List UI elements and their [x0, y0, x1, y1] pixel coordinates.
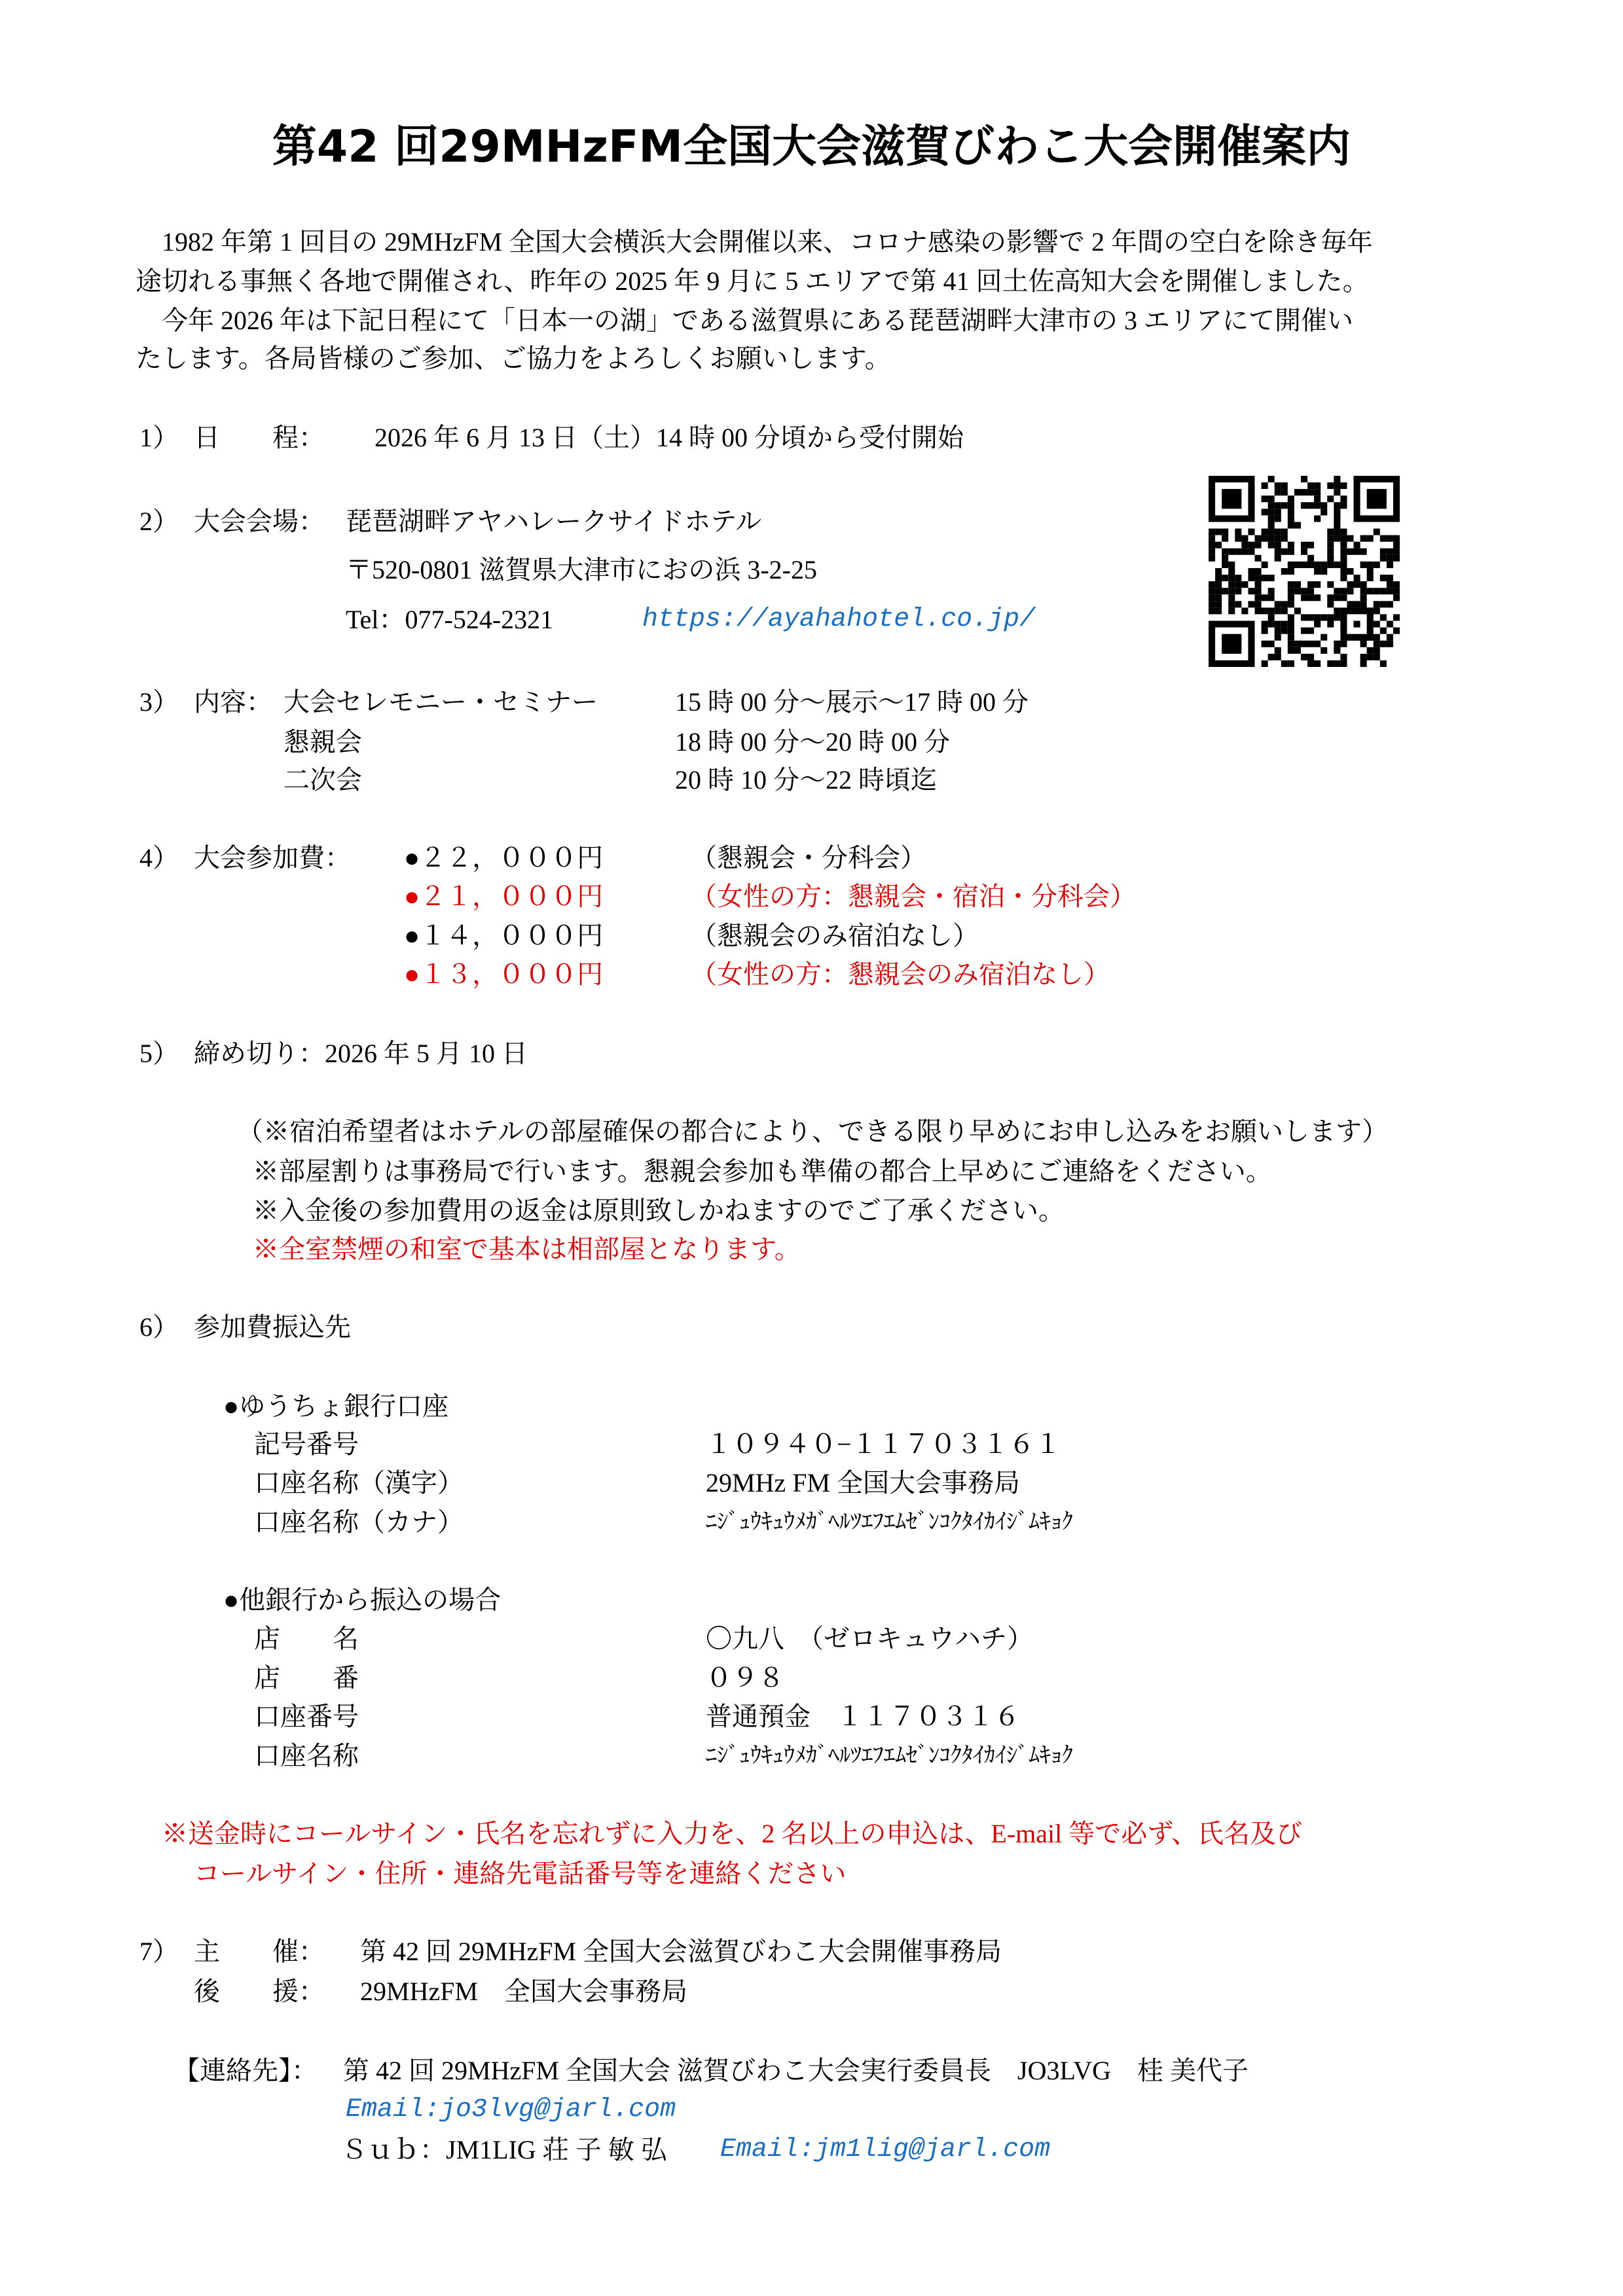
bank-key: 口座名称 [254, 1741, 359, 1770]
venue-label: 大会会場： [194, 507, 325, 536]
fee-price: ●２１，０００円 [404, 882, 604, 911]
fee-label: 大会参加費： [194, 843, 351, 872]
bank-key: 口座名称（漢字） [254, 1468, 464, 1498]
section-number: 1） [139, 423, 179, 452]
bank-value: 〇九八 （ゼロキュウハチ） [706, 1624, 1033, 1653]
section-number: 4） [139, 843, 179, 872]
contact-sub: Ｓｕｂ：JM1LIG 荘 子 敏 弘 [341, 2135, 667, 2164]
bank-value: 普通預金 １１７０３１６ [706, 1702, 1020, 1731]
host-value: 第 42 回 29MHzFM 全国大会滋賀びわこ大会開催事務局 [360, 1937, 1002, 1966]
host-label: 主 催： [194, 1937, 325, 1966]
schedule-value: 2026 年 6 月 13 日（土）14 時 00 分頃から受付開始 [374, 423, 964, 452]
bank-key: 口座名称（カナ） [254, 1507, 464, 1537]
bank-value: ﾆｼﾞｭｳｷｭｳﾒｶﾞﾍﾙﾂｴﾌｴﾑｾﾞﾝｺｸﾀｲｶｲｼﾞﾑｷｮｸ [706, 1510, 1073, 1534]
program-item: 懇親会 [283, 727, 362, 757]
section-number: 5） [139, 1039, 179, 1068]
fee-desc: （懇親会・分科会） [691, 843, 926, 872]
note: ※入金後の参加費用の返金は原則致しかねますのでご了承ください。 [253, 1196, 1065, 1225]
bank-value: ﾆｼﾞｭｳｷｭｳﾒｶﾞﾍﾙﾂｴﾌｴﾑｾﾞﾝｺｸﾀｲｶｲｼﾞﾑｷｮｸ [706, 1744, 1073, 1768]
fee-desc: （女性の方：懇親会・宿泊・分科会） [691, 882, 1136, 911]
support-label: 後 援： [194, 1977, 325, 2006]
contact-email-link[interactable]: Email:jo3lvg@jarl.com [346, 2095, 676, 2125]
warning-line: コールサイン・住所・連絡先電話番号等を連絡ください [194, 1859, 847, 1888]
content-label: 内容： [194, 687, 272, 717]
section-number: 6） [139, 1312, 179, 1342]
intro-line: 1982 年第 1 回目の 29MHzFM 全国大会横浜大会開催以来、コロナ感染の影響で 2 年間の空白を除き毎年 [162, 227, 1374, 257]
venue-tel: Tel：077-524-2321 [346, 605, 554, 634]
contact-sub-email-link[interactable]: Email:jm1lig@jarl.com [720, 2135, 1051, 2164]
section-number: 2） [139, 507, 179, 536]
note: ※部屋割りは事務局で行います。懇親会参加も準備の都合上早めにご連絡をください。 [253, 1157, 1272, 1186]
program-item: 二次会 [283, 765, 362, 795]
fee-desc: （女性の方：懇親会のみ宿泊なし） [691, 960, 1110, 989]
bank-key: 店 名 [254, 1624, 359, 1653]
section-number: 3） [139, 687, 179, 717]
yucho-heading: ●ゆうちょ銀行口座 [223, 1391, 449, 1421]
payment-label: 参加費振込先 [194, 1312, 351, 1342]
venue-name: 琵琶湖畔アヤハレークサイドホテル [346, 507, 762, 536]
bank-key: 記号番号 [254, 1429, 359, 1459]
note: （※宿泊希望者はホテルの部屋確保の都合により、できる限り早めにお申し込みをお願いします） [237, 1117, 1388, 1146]
program-time: 18 時 00 分〜20 時 00 分 [675, 727, 950, 757]
intro-line: 途切れる事無く各地で開催され、昨年の 2025 年 9 月に 5 エリアで第 41 回土佐高知大会を開催しました。 [136, 266, 1369, 296]
venue-address: 〒520-0801 滋賀県大津市におの浜 3-2-25 [346, 555, 817, 584]
fee-desc: （懇親会のみ宿泊なし） [691, 921, 979, 950]
page-title: 第42 回29MHzFM全国大会滋賀びわこ大会開催案内 [272, 121, 1351, 173]
bank-value: ０９８ [706, 1663, 784, 1693]
program-item: 大会セレモニー・セミナー [283, 687, 598, 717]
bank-key: 店 番 [254, 1663, 359, 1693]
contact-label: 【連絡先】： [173, 2056, 318, 2085]
contact-main: 第 42 回 29MHzFM 全国大会 滋賀びわこ大会実行委員長 JO3LVG 桂 美代子 [343, 2056, 1249, 2085]
program-time: 20 時 10 分〜22 時頃迄 [675, 765, 937, 795]
fee-price: ●１３，０００円 [404, 960, 604, 989]
warning-line: ※送金時にコールサイン・氏名を忘れずに入力を、2 名以上の申込は、E-mail 等で必ず、氏名及び [162, 1819, 1303, 1848]
fee-price: ●１４，０００円 [404, 921, 604, 950]
bank-value: 29MHz FM 全国大会事務局 [706, 1468, 1021, 1498]
venue-url-link[interactable]: https://ayahahotel.co.jp/ [642, 605, 1036, 634]
bank-key: 口座番号 [254, 1702, 359, 1731]
qr-code[interactable] [1209, 476, 1400, 667]
note-red: ※全室禁煙の和室で基本は相部屋となります。 [253, 1234, 801, 1264]
support-value: 29MHzFM 全国大会事務局 [360, 1977, 688, 2006]
program-time: 15 時 00 分〜展示〜17 時 00 分 [675, 687, 1029, 717]
deadline: 締め切り：2026 年 5 月 10 日 [194, 1039, 528, 1068]
other-bank-heading: ●他銀行から振込の場合 [223, 1585, 501, 1615]
intro-line: たします。各局皆様のご参加、ご協力をよろしくお願いします。 [136, 344, 891, 373]
fee-price: ●２２，０００円 [404, 843, 604, 872]
section-number: 7） [139, 1937, 179, 1966]
schedule-label: 日 程： [194, 423, 325, 452]
bank-value: １０９４０−１１７０３１６１ [706, 1429, 1061, 1459]
intro-line: 今年 2026 年は下記日程にて「日本一の湖」である滋賀県にある琵琶湖畔大津市の 3 エリアにて開催い [162, 306, 1353, 335]
